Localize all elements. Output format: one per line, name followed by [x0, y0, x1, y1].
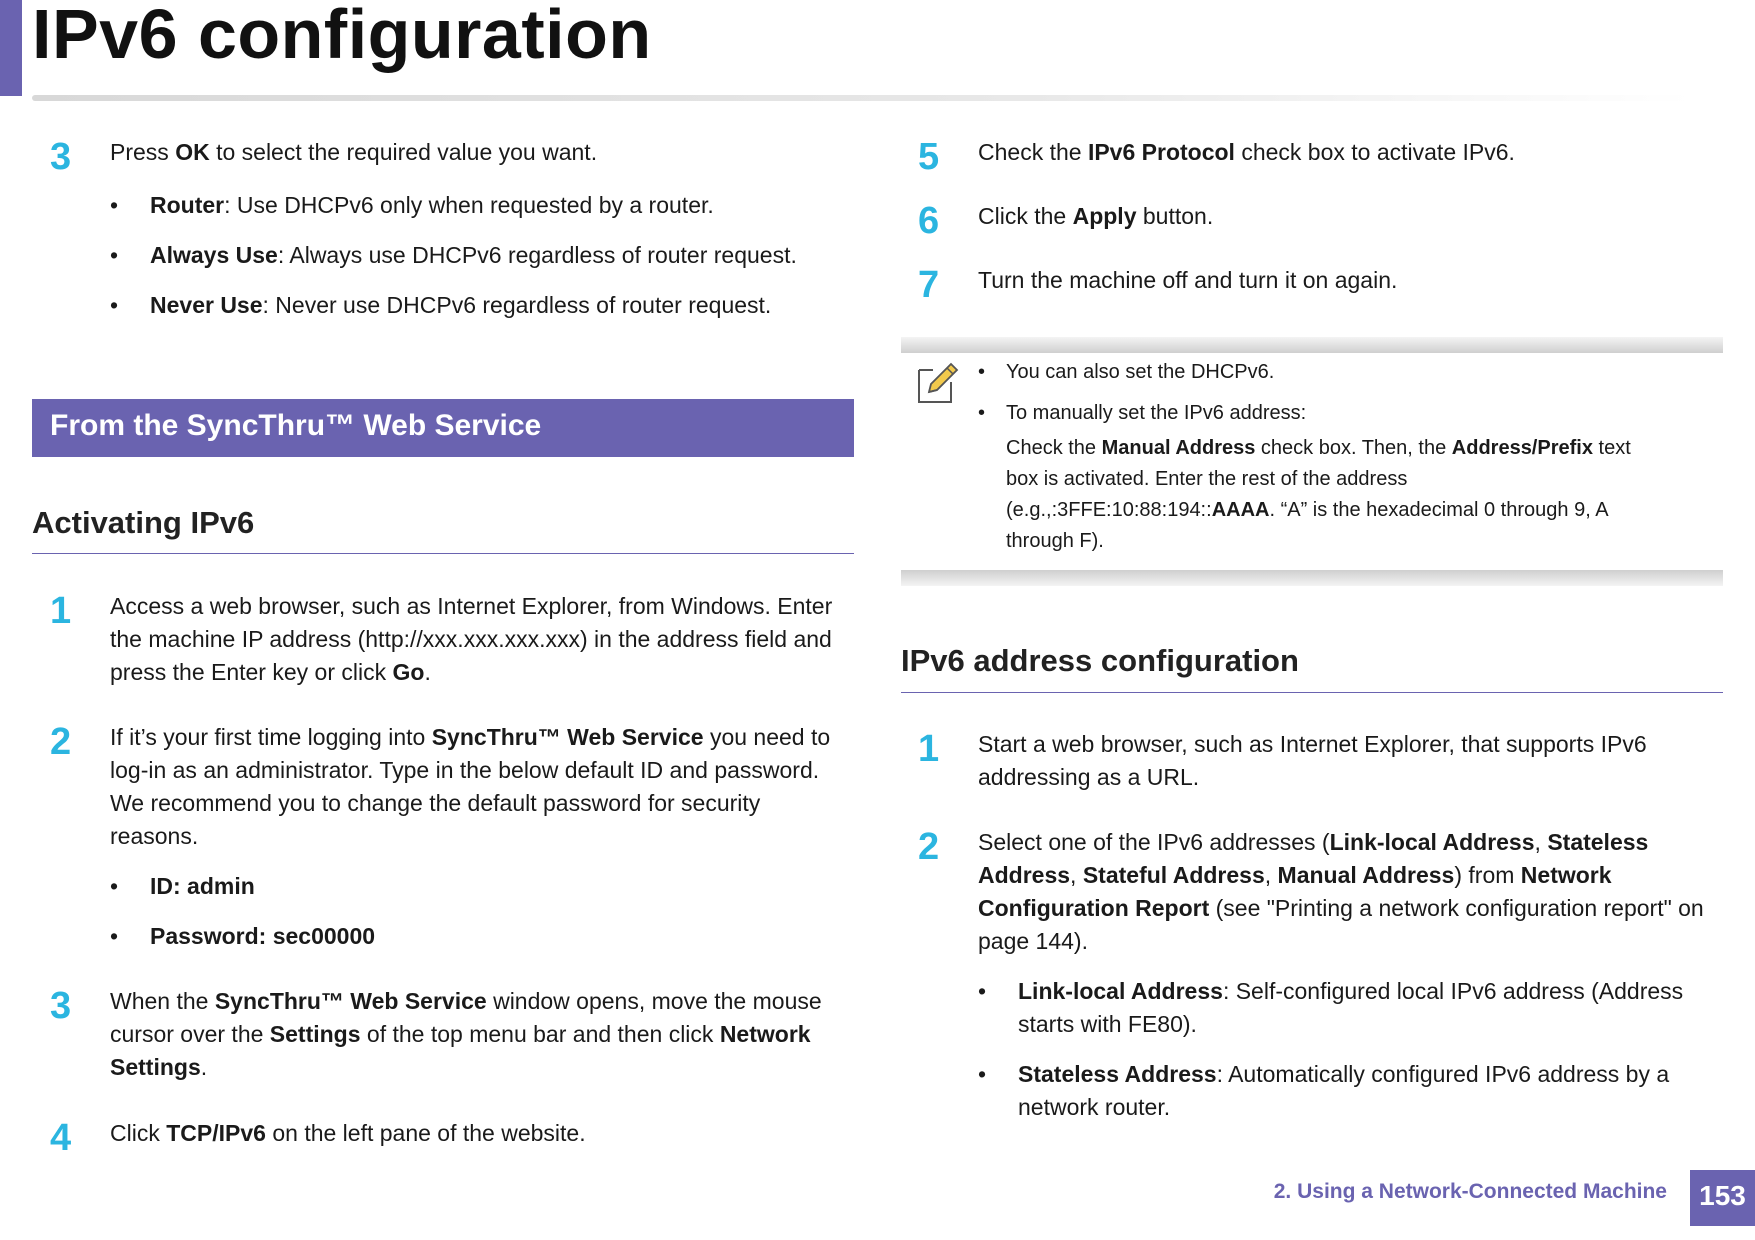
text-run: to select the required value you want.	[209, 139, 598, 165]
bullet-desc: : Self-configured local IPv6 address (Address	[1222, 978, 1684, 1004]
note-bottom-bar	[901, 570, 1723, 586]
address-example: AAAA	[1211, 499, 1270, 521]
text-run: If it’s your first time logging into	[110, 724, 432, 750]
bullet-dot: •	[110, 292, 119, 318]
go-button-label: Go	[392, 659, 425, 685]
bullet-text	[150, 870, 255, 903]
step-number: 2	[50, 721, 72, 763]
network-report-label: Network	[1520, 862, 1612, 888]
text-line: We recommend you to change the default password for security	[110, 790, 761, 816]
text-line: addressing as a URL.	[978, 764, 1200, 790]
page-number-box	[1690, 1170, 1755, 1226]
address-prefix-label: Address/Prefix	[1451, 437, 1593, 459]
text-line: Access a web browser, such as Internet Explorer, from Windows. Enter	[110, 593, 833, 619]
text-run: text	[1592, 437, 1631, 459]
title-rule	[32, 95, 1692, 101]
text-line	[1018, 975, 1683, 1008]
bullet-desc: : Always use DHCPv6 regardless of router request.	[277, 242, 797, 268]
step-number: 3	[50, 136, 72, 178]
text-run: .	[200, 1054, 208, 1080]
bullet-dot: •	[978, 978, 987, 1004]
text-line: network router.	[1018, 1094, 1171, 1120]
bullet-label: Never Use	[150, 292, 263, 318]
tcp-ipv6-label: TCP/IPv6	[166, 1120, 266, 1146]
text-run: Click the	[978, 203, 1073, 229]
bullet-label: Always Use	[150, 242, 278, 268]
note-text-line: through F).	[1006, 530, 1104, 552]
step-text	[110, 985, 822, 1084]
bullet-text	[1018, 1058, 1669, 1124]
note-text-line: To manually set the IPv6 address:	[1006, 402, 1307, 424]
text-line	[978, 892, 1704, 925]
step-text	[110, 721, 830, 853]
step-text	[978, 728, 1647, 794]
bullet-desc: : Use DHCPv6 only when requested by a router.	[224, 192, 714, 218]
page-title: IPv6 configuration	[32, 0, 652, 73]
heading-rule	[901, 692, 1723, 693]
bullet-dot: •	[110, 873, 119, 899]
manual-address-label: Manual Address	[1101, 437, 1256, 459]
section-band-title: From the SyncThru™ Web Service	[50, 409, 542, 442]
ok-key-label: OK	[175, 139, 210, 165]
text-run: you need to	[703, 724, 831, 750]
step-number: 7	[918, 264, 940, 306]
note-text-line: box is activated. Enter the rest of the address	[1006, 468, 1408, 490]
bullet-text	[1018, 975, 1683, 1041]
text-line: starts with FE80).	[1018, 1011, 1197, 1037]
step-number: 1	[50, 590, 72, 632]
text-line: Start a web browser, such as Internet Explorer, that supports IPv6	[978, 731, 1647, 757]
title-accent-bar	[0, 0, 22, 96]
text-run: window opens, move the mouse	[486, 988, 822, 1014]
note-text-line	[1006, 495, 1631, 526]
text-line: log-in as an administrator. Type in the below default ID and password.	[110, 757, 820, 783]
text-run: check box to activate IPv6.	[1234, 139, 1515, 165]
text-line	[110, 1051, 822, 1084]
step-number: 4	[50, 1117, 72, 1159]
section-heading-activating-ipv6: Activating IPv6	[32, 505, 255, 540]
text-run: ,	[1070, 862, 1083, 888]
text-run: press the Enter key or click	[110, 659, 393, 685]
step-text	[110, 136, 597, 169]
bullet-desc: : Automatically configured IPv6 address by a	[1216, 1061, 1670, 1087]
bullet-dot: •	[978, 361, 986, 383]
step-number: 2	[918, 826, 940, 868]
section-heading-ipv6-address-configuration: IPv6 address configuration	[901, 643, 1299, 678]
step-number: 6	[918, 200, 940, 242]
text-run: .	[424, 659, 431, 685]
text-run: check box. Then, the	[1255, 437, 1452, 459]
text-run: ) from	[1454, 862, 1521, 888]
note-body	[1006, 433, 1631, 557]
bullet-label: Stateless Address	[1018, 1061, 1217, 1087]
step-number: 3	[50, 985, 72, 1027]
bullet-label: Link-local Address	[1018, 978, 1223, 1004]
text-run: Turn the machine off and turn it on again.	[978, 267, 1398, 293]
text-line: the machine IP address (http://xxx.xxx.xxx.xxx) in the address field and	[110, 626, 832, 652]
step-text	[110, 1117, 586, 1150]
text-run: Check the	[1006, 437, 1102, 459]
text-line	[978, 859, 1704, 892]
text-run: ,	[1534, 829, 1548, 855]
network-settings-label: Network	[719, 1021, 811, 1047]
network-settings-label: Settings	[110, 1054, 201, 1080]
text-line: reasons.	[110, 823, 199, 849]
step-number: 1	[918, 728, 940, 770]
bullet-text	[150, 239, 797, 272]
text-run: Press	[110, 139, 176, 165]
step-text	[978, 826, 1704, 958]
credential-id: ID: admin	[150, 873, 255, 899]
network-report-label: Configuration Report	[978, 895, 1210, 921]
text-line	[978, 826, 1704, 859]
apply-button-label: Apply	[1072, 203, 1137, 229]
text-run: When the	[110, 988, 215, 1014]
text-run: . “A” is the hexadecimal 0 through 9, A	[1269, 499, 1609, 521]
text-run: (see "Printing a network configuration report" on	[1209, 895, 1704, 921]
credential-password: Password: sec00000	[150, 923, 376, 949]
step-text	[110, 590, 832, 689]
note-text-line: You can also set the DHCPv6.	[1006, 361, 1275, 383]
bullet-text	[150, 189, 714, 222]
text-line: page 144).	[978, 928, 1088, 954]
text-line	[110, 721, 830, 754]
bullet-dot: •	[978, 1061, 987, 1087]
product-name: SyncThru™ Web Service	[214, 988, 487, 1014]
section-band	[32, 399, 854, 457]
link-local-label: Link-local Address	[1329, 829, 1535, 855]
step-text	[978, 264, 1397, 297]
text-line	[110, 1018, 822, 1051]
text-line	[110, 656, 832, 689]
step-text	[978, 136, 1515, 169]
manual-address-label: Manual Address	[1277, 862, 1455, 888]
settings-menu-label: Settings	[269, 1021, 361, 1047]
product-name: SyncThru™ Web Service	[431, 724, 704, 750]
note-top-bar	[901, 337, 1723, 353]
text-run: cursor over the	[110, 1021, 270, 1047]
text-line	[110, 985, 822, 1018]
footer-chapter: 2. Using a Network-Connected Machine	[1273, 1180, 1667, 1203]
text-run: Select one of the IPv6 addresses (	[978, 829, 1330, 855]
bullet-dot: •	[110, 923, 119, 949]
heading-rule	[32, 553, 854, 554]
text-line	[1018, 1058, 1669, 1091]
bullet-text	[150, 920, 375, 953]
text-run: ,	[1264, 862, 1278, 888]
stateless-label: Stateless	[1547, 829, 1649, 855]
ipv6-protocol-label: IPv6 Protocol	[1087, 139, 1235, 165]
bullet-desc: : Never use DHCPv6 regardless of router request.	[262, 292, 772, 318]
bullet-dot: •	[110, 242, 119, 268]
text-run: button.	[1136, 203, 1214, 229]
text-run: of the top menu bar and then click	[360, 1021, 720, 1047]
text-run: on the left pane of the website.	[265, 1120, 586, 1146]
bullet-text	[150, 289, 771, 322]
step-number: 5	[918, 136, 940, 178]
stateless-label: Address	[978, 862, 1071, 888]
page-number: 153	[1699, 1180, 1746, 1211]
text-run: Click	[110, 1120, 167, 1146]
text-run: (e.g.,:3FFE:10:88:194::	[1006, 499, 1212, 521]
stateful-label: Stateful Address	[1082, 862, 1265, 888]
text-run: Check the	[978, 139, 1088, 165]
bullet-dot: •	[110, 192, 119, 218]
bullet-label: Router	[150, 192, 225, 218]
note-text-line	[1006, 433, 1631, 464]
step-text	[978, 200, 1213, 233]
note-pencil-icon	[915, 360, 961, 406]
bullet-dot: •	[978, 402, 986, 424]
